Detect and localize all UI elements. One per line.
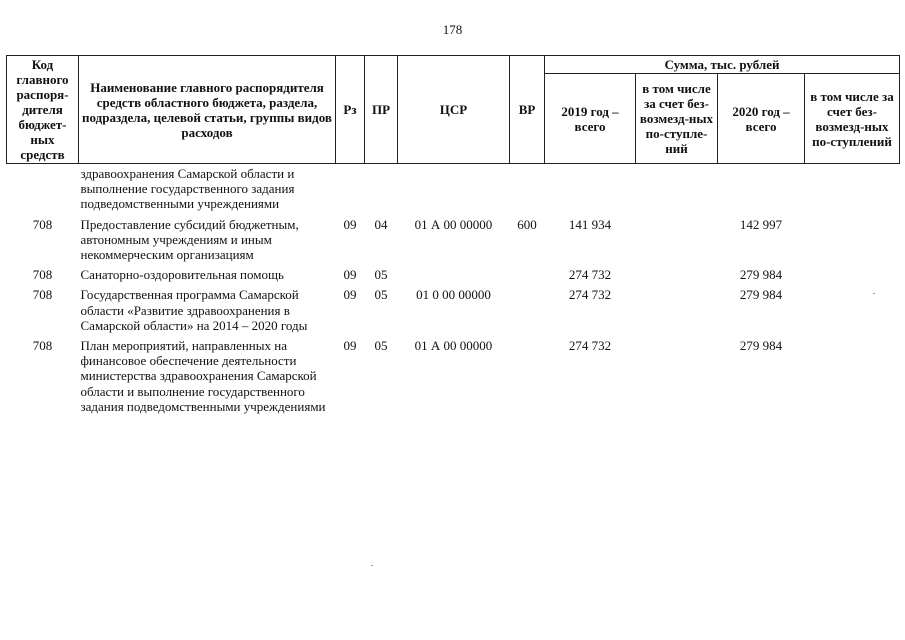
header-sum: Сумма, тыс. рублей [545,56,900,74]
header-2020-total: 2020 год – всего [718,74,805,164]
cell-pr: 05 [374,338,388,354]
cell-pr: 05 [374,287,388,303]
table-row [7,282,900,333]
cell-2019-total: 274 732 [568,267,612,283]
cell-vr [510,164,545,212]
cell-2019-free [636,282,718,333]
cell-name: Предоставление субсидий бюджетным, автономным учреждениям и иным некоммерческим организациям [80,216,299,263]
cell-name: План мероприятий, направленных на финансовое обеспечение деятельности министерства здравоохранения Самарской области и выполнение государственного задания подведомственными учреждениями [80,338,326,414]
table-row [7,212,900,263]
cell-2020-total: 279 984 [739,267,783,283]
cell-code: 708 [32,338,53,354]
cell-code: 708 [32,216,53,232]
cell-csr: 01 А 00 00000 [414,216,493,232]
cell-vr: 600 [517,216,537,232]
header-pr: ПР [365,56,398,164]
cell-2020-free [805,212,900,263]
cell-2019-free [636,164,718,212]
cell-rz [336,164,365,212]
cell-pr: 05 [374,267,388,283]
cell-pr [365,164,398,212]
cell-name: Государственная программа Самарской области «Развитие здравоохранения в Самарской области» на 2014 – 2020 годы [80,287,308,333]
header-2020-free: в том числе за счет без-возмезд-ных по-ступлений [805,74,900,164]
header-2019-free: в том числе за счет без-возмезд-ных по-ступле-ний [636,74,718,164]
table-row [7,333,900,414]
cell-csr: 01 0 00 00000 [416,287,491,303]
cell-2019-free [636,333,718,414]
cell-2019-total: 274 732 [568,287,612,303]
cell-2019-total: 274 732 [568,338,612,354]
header-csr: ЦСР [398,56,510,164]
cell-csr [398,262,510,282]
cell-vr [510,333,545,414]
cell-2019-free [636,262,718,282]
cell-csr: 01 А 00 00000 [414,338,493,354]
header-name: Наименование главного распорядителя средств областного бюджета, раздела, подраздела, целевой статьи, группы видов расходов [79,56,336,164]
header-code: Код главного распоря-дителя бюджет-ных средств [7,56,79,164]
cell-rz: 09 [343,216,357,232]
cell-2020-free [805,333,900,414]
cell-csr [398,164,510,212]
cell-name: здравоохранения Самарской области и выполнение государственного задания подведомственными учреждениями [80,166,295,212]
cell-rz: 09 [343,338,357,354]
cell-pr: 04 [374,216,388,232]
cell-2020-total: 279 984 [739,338,783,354]
scan-speck [371,565,373,566]
scan-speck [873,293,875,294]
header-rz: Рз [336,56,365,164]
header-vr: ВР [510,56,545,164]
cell-name: Санаторно-оздоровительная помощь [80,267,284,283]
table-body [7,164,900,415]
cell-2019-free [636,212,718,263]
table-row [7,164,900,212]
cell-2020-free [805,262,900,282]
cell-code: 708 [32,267,53,283]
page-number: 178 [442,22,463,37]
cell-2020-free [805,282,900,333]
cell-code: 708 [32,287,53,303]
cell-vr [510,282,545,333]
cell-code [7,164,79,212]
header-2019-total: 2019 год – всего [545,74,636,164]
cell-2020-total [718,164,805,212]
cell-2020-total: 142 997 [739,216,783,232]
cell-2020-total: 279 984 [739,287,783,303]
budget-table [6,55,900,414]
cell-rz: 09 [343,267,357,283]
cell-2020-free [805,164,900,212]
cell-2019-total [545,164,636,212]
cell-2019-total: 141 934 [568,216,612,232]
cell-vr [510,262,545,282]
cell-rz: 09 [343,287,357,303]
table-row [7,262,900,282]
